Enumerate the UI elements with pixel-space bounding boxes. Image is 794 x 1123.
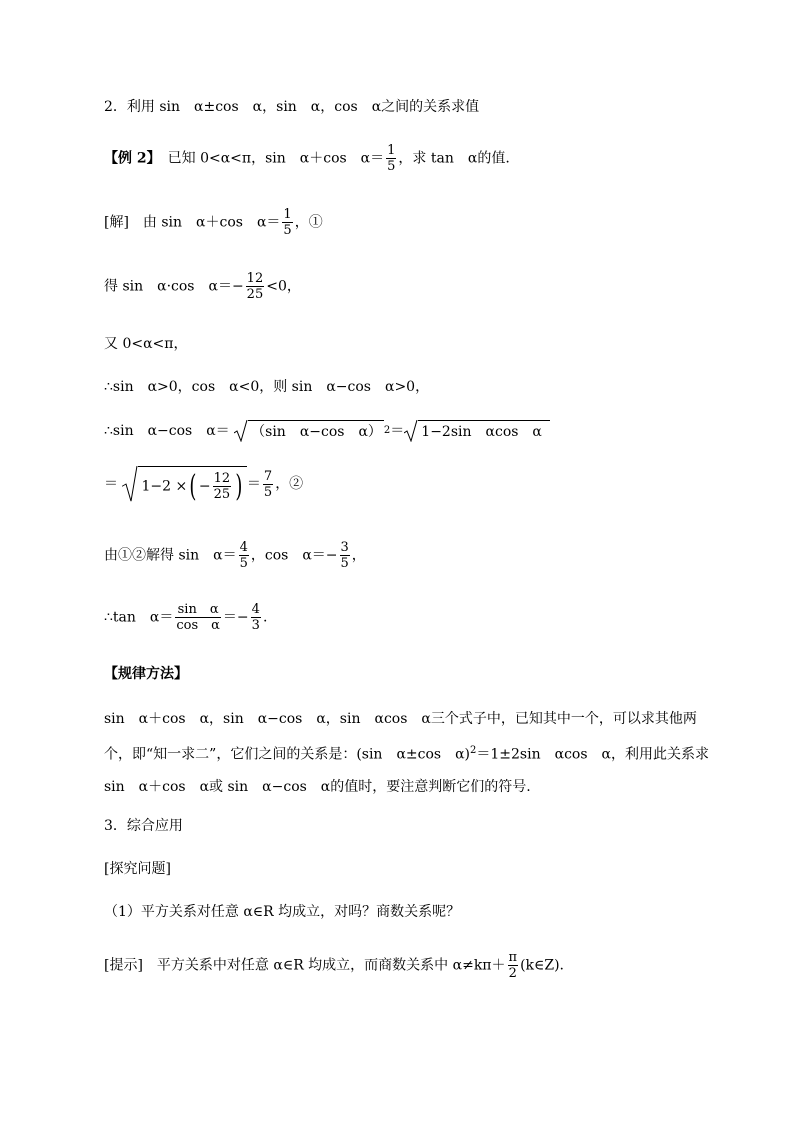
example-text: 已知 0<α<π，sin α＋cos α＝: [153, 150, 385, 167]
question-1: （1）平方关系对任意 α∈R 均成立，对吗？商数关系呢？: [104, 904, 461, 920]
solution-line-2: 得 sin α·cos α＝− $\frac{12}{25}$ <0，: [104, 271, 301, 302]
solution-line-3: 又 0<α<π，: [104, 336, 188, 352]
fraction: $\frac{4}{3}$: [251, 602, 260, 633]
solution-line-1: [解] 由 sin α＋cos α＝ $\frac{1}{5}$ ，①: [104, 207, 323, 238]
solution-line-7: 由①②解得 sin α＝ $\frac{4}{5}$ ，cos α＝− $\frac{3}{5}$ ，: [104, 540, 366, 571]
square-root: 1−2sin αcos α: [404, 420, 550, 442]
example-label: 【例 2】: [104, 150, 154, 167]
square-root: （sin α−cos α）: [234, 420, 384, 442]
solution-line-4: ∴sin α>0，cos α<0，则 sin α−cos α>0，: [104, 379, 430, 395]
fraction: $\frac{12}{25}$: [213, 471, 231, 502]
fraction: $\frac{4}{5}$: [239, 540, 248, 571]
fraction: $\frac{3}{5}$: [340, 540, 349, 571]
fraction: $\frac{1}{5}$: [283, 207, 292, 238]
example-text-end: ，求 tan α的值.: [398, 150, 510, 167]
method-heading: 【规律方法】: [104, 666, 188, 682]
method-paragraph: sin α＋cos α，sin α−cos α，sin αcos α三个式子中，已知其中一个，可以求其他两个，即“知一求二”，它们之间的关系是：(sin α±cos α)$^2$＝1±2sin αcos α，利用此关系求 sin α＋cos α或 sin α−cos α的值时，要注意判断它们的符号.: [104, 711, 709, 795]
explore-heading: [探究问题]: [104, 861, 171, 877]
hint-line: [提示] 平方关系中对任意 α∈R 均成立，而商数关系中 α≠kπ＋ $\frac{\pi}{2}$ (k∈Z).: [104, 950, 565, 981]
fraction: $\frac{7}{5}$: [263, 468, 273, 500]
fraction: $\frac{\text{sin α}}{\text{cos α}}$: [176, 602, 220, 633]
fraction: $\frac{1}{5}$: [387, 143, 396, 174]
square-root: 1−2 ×( − $\frac{12}{25}$ ): [122, 466, 246, 502]
fraction: $\frac{\pi}{2}$: [508, 950, 518, 981]
section-heading-3: 3．综合应用: [104, 818, 183, 834]
section-heading-2: 2．利用 sin α±cos α，sin α，cos α之间的关系求值: [104, 99, 480, 115]
example-2-line: [104, 143, 510, 174]
solution-line-6: ＝ 1−2 ×( − $\frac{12}{25}$ ) ＝ $\frac{7}{5}$ ，②: [104, 466, 303, 502]
solution-line-8: ∴tan α＝ $\frac{\text{sin α}}{\text{cos α}}$ ＝− $\frac{4}{3}$ .: [104, 602, 268, 633]
fraction: $\frac{12}{25}$: [246, 271, 264, 302]
solution-line-5: ∴sin α−cos α＝ （sin α−cos α） 2＝ 1−2sin αcos α: [104, 420, 550, 442]
